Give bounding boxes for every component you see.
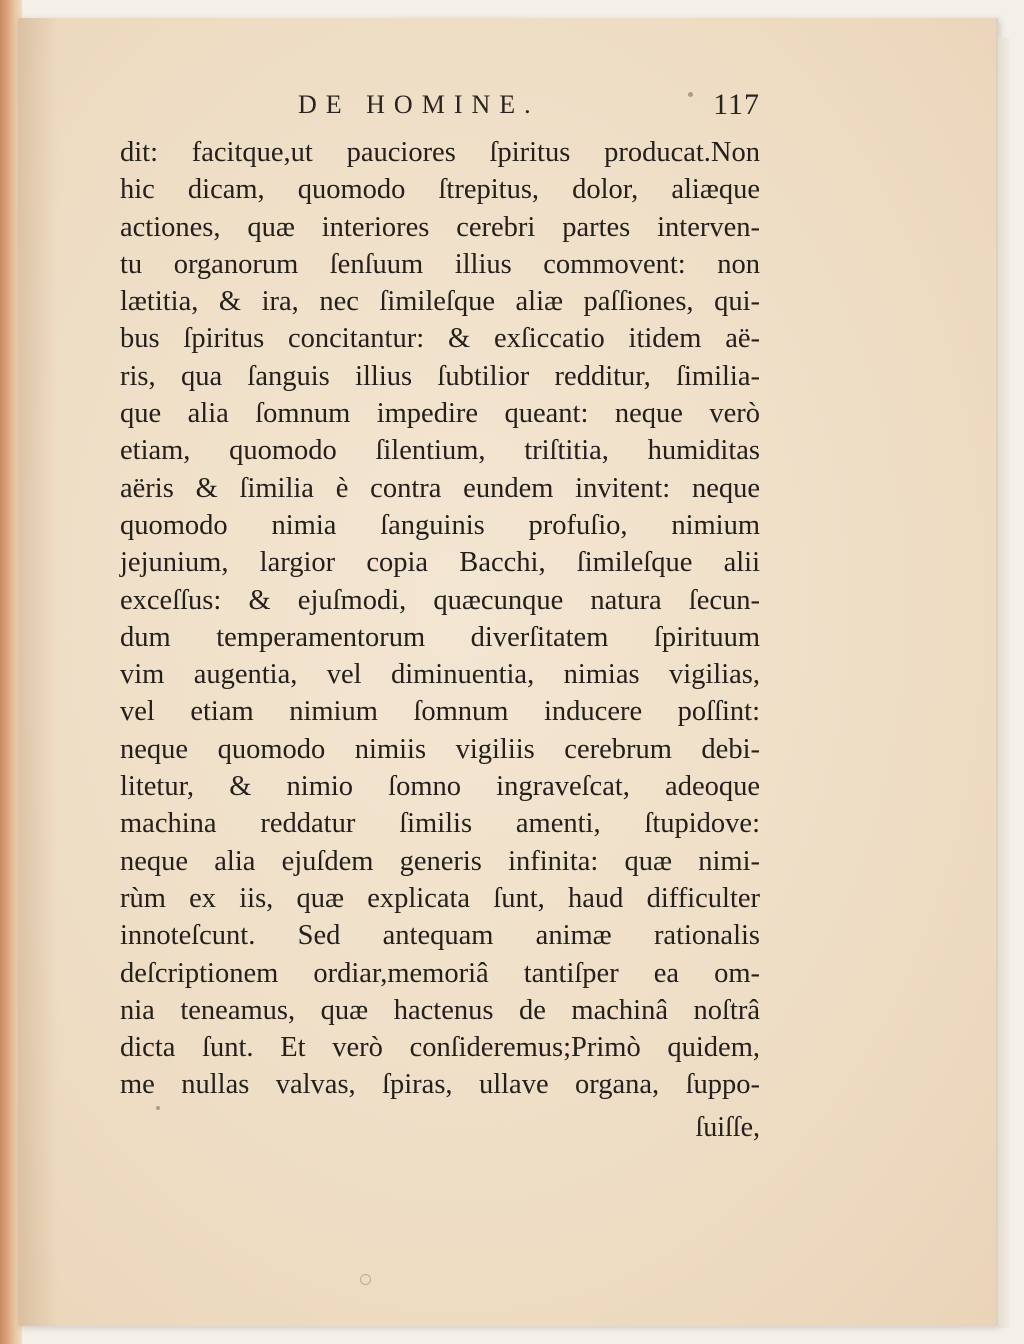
text-line: deſcriptionem ordiar,memoriâ tantiſper ea om- (120, 957, 760, 989)
text-line: me nullas valvas, ſpiras, ullave organa, ſuppo- (120, 1069, 760, 1101)
text-line: vel etiam nimium ſomnum inducere poſſint: (120, 696, 760, 728)
paper-blemish (360, 1274, 371, 1285)
page-edge (998, 38, 1010, 1328)
text-line: innoteſcunt. Sed antequam animæ rationalis (120, 920, 760, 952)
page-number: 117 (713, 88, 760, 121)
text-line: rùm ex iis, quæ explicata ſunt, haud difficulter (120, 882, 760, 914)
text-line: machina reddatur ſimilis amenti, ſtupidove: (120, 808, 760, 840)
text-line: vim augentia, vel diminuentia, nimias vigilias, (120, 659, 760, 691)
text-line: dicta ſunt. Et verò conſideremus;Primò quidem, (120, 1032, 760, 1064)
gutter-shadow (18, 18, 58, 1326)
text-line: quomodo nimia ſanguinis profuſio, nimium (120, 509, 760, 541)
text-line: bus ſpiritus concitantur: & exſiccatio itidem aë- (120, 323, 760, 355)
text-line: neque alia ejuſdem generis infinita: quæ nimi- (120, 845, 760, 877)
text-line: jejunium, largior copia Bacchi, ſimileſque alii (120, 547, 760, 579)
text-line: dum temperamentorum diverſitatem ſpirituum (120, 621, 760, 653)
text-line: etiam, quomodo ſilentium, triſtitia, humiditas (120, 435, 760, 467)
catchword: ſuiſſe, (695, 1112, 760, 1143)
text-line: hic dicam, quomodo ſtrepitus, dolor, aliæque (120, 174, 760, 206)
text-line: exceſſus: & ejuſmodi, quæcunque natura ſecun- (120, 584, 760, 616)
text-line: lætitia, & ira, nec ſimileſque aliæ paſſiones, qui- (120, 286, 760, 318)
text-line: nia teneamus, quæ hactenus de machinâ noſtrâ (120, 994, 760, 1026)
text-line: actiones, quæ interiores cerebri partes interven- (120, 211, 760, 243)
text-line: aëris & ſimilia è contra eundem invitent: neque (120, 472, 760, 504)
text-line: que alia ſomnum impedire queant: neque verò (120, 398, 760, 430)
text-line: neque quomodo nimiis vigiliis cerebrum debi- (120, 733, 760, 765)
text-line: tu organorum ſenſuum illius commovent: non (120, 248, 760, 280)
ink-speck (156, 1106, 160, 1110)
text-line: dit: facitque,ut pauciores ſpiritus producat.Non (120, 137, 760, 168)
text-line: litetur, & nimio ſomno ingraveſcat, adeoque (120, 771, 760, 803)
text-line: ris, qua ſanguis illius ſubtilior redditur, ſimilia- (120, 360, 760, 392)
ink-speck (688, 92, 693, 97)
body-text (120, 134, 760, 1104)
running-head-title: DE HOMINE. (298, 90, 540, 119)
